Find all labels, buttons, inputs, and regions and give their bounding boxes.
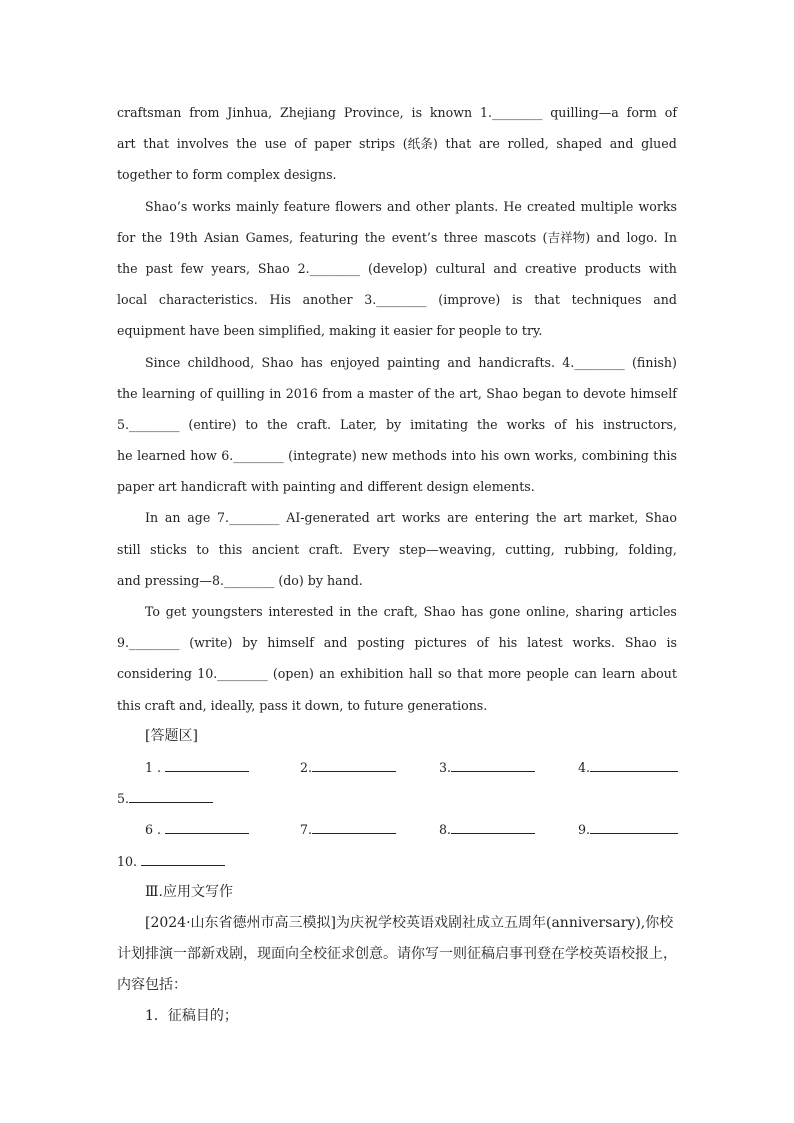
section-3-prompt-line: 内容包括： xyxy=(117,977,187,994)
answer-blank[interactable] xyxy=(165,819,249,834)
passage-line: equipment have been simplified, making it easier for people to try. xyxy=(117,323,543,339)
answer-label: 9. xyxy=(578,822,591,838)
answer-label: 1 . xyxy=(145,759,162,775)
answer-6 xyxy=(145,814,249,845)
answer-7 xyxy=(300,814,396,845)
answer-label: 5. xyxy=(117,791,130,807)
answer-1 xyxy=(145,752,249,783)
answer-4 xyxy=(578,752,678,783)
passage-line: he learned how 6.________ (integrate) new methods into his own works, combining this xyxy=(117,448,677,464)
answer-row-2 xyxy=(117,783,677,814)
answer-2 xyxy=(300,752,396,783)
answer-row-3 xyxy=(117,814,677,845)
answer-label: 2. xyxy=(300,759,313,775)
answer-3 xyxy=(439,752,535,783)
passage-line: craftsman from Jinhua, Zhejiang Province, is known 1.________ quilling—a form of xyxy=(117,105,677,120)
section-3-item: 1．征稿目的； xyxy=(145,1008,238,1025)
passage-line: together to form complex designs. xyxy=(117,167,337,183)
passage-line: art that involves the use of paper strips (纸条) that are rolled, shaped and glued xyxy=(117,136,677,152)
passage-line: still sticks to this ancient craft. Every step—weaving, cutting, rubbing, folding, xyxy=(117,541,677,557)
passage-line: considering 10.________ (open) an exhibition hall so that more people can learn about xyxy=(117,666,677,682)
answer-label: 7. xyxy=(300,822,313,838)
passage-line: In an age 7.________ AI-generated art works are entering the art market, Shao xyxy=(145,510,677,526)
answer-blank[interactable] xyxy=(590,757,678,772)
passage-line: Shao’s works mainly feature flowers and other plants. He created multiple works xyxy=(145,198,677,214)
answer-blank[interactable] xyxy=(129,788,213,803)
passage-line: the past few years, Shao 2.________ (develop) cultural and creative products with xyxy=(117,260,677,276)
answer-area-heading: [答题区] xyxy=(145,727,198,744)
answer-label: 10. xyxy=(117,853,138,869)
answer-10 xyxy=(117,846,225,877)
passage-line: To get youngsters interested in the craft, Shao has gone online, sharing articles xyxy=(145,604,677,619)
passage-line: 9.________ (write) by himself and posting pictures of his latest works. Shao is xyxy=(117,635,677,651)
answer-9 xyxy=(578,814,678,845)
answer-label: 6 . xyxy=(145,822,162,838)
section-3-prompt-line: [2024·山东省德州市高三模拟]为庆祝学校英语戏剧社成立五周年(anniversary),你校 xyxy=(145,914,674,931)
passage-line: local characteristics. His another 3.________ (improve) is that techniques and xyxy=(117,292,677,308)
answer-5 xyxy=(117,783,213,814)
passage-line: the learning of quilling in 2016 from a master of the art, Shao began to devote himself xyxy=(117,385,677,401)
passage-line: Since childhood, Shao has enjoyed painting and handicrafts. 4.________ (finish) xyxy=(145,354,677,370)
answer-blank[interactable] xyxy=(141,851,225,866)
answer-blank[interactable] xyxy=(451,757,535,772)
answer-row-1 xyxy=(117,752,677,783)
answer-label: 8. xyxy=(439,822,452,838)
answer-row-4 xyxy=(117,846,677,877)
answer-label: 4. xyxy=(578,759,591,775)
answer-blank[interactable] xyxy=(312,757,396,772)
answer-blank[interactable] xyxy=(590,819,678,834)
answer-8 xyxy=(439,814,535,845)
passage-line: for the 19th Asian Games, featuring the event’s three mascots (吉祥物) and logo. In xyxy=(117,229,677,245)
answer-blank[interactable] xyxy=(312,819,396,834)
passage-line: this craft and, ideally, pass it down, to future generations. xyxy=(117,697,488,713)
answer-blank[interactable] xyxy=(451,819,535,834)
document-page xyxy=(117,97,677,1033)
passage xyxy=(117,97,677,721)
passage-line: paper art handicraft with painting and different design elements. xyxy=(117,479,535,495)
section-3-prompt-line: 计划排演一部新戏剧，现面向全校征求创意。请你写一则征稿启事刊登在学校英语校报上， xyxy=(117,946,677,963)
passage-line: and pressing—8.________ (do) by hand. xyxy=(117,572,363,588)
passage-line: 5.________ (entire) to the craft. Later, by imitating the works of his instructors, xyxy=(117,416,677,432)
answer-blank[interactable] xyxy=(165,757,249,772)
section-3-title: Ⅲ.应用文写作 xyxy=(145,883,233,900)
answer-label: 3. xyxy=(439,759,452,775)
